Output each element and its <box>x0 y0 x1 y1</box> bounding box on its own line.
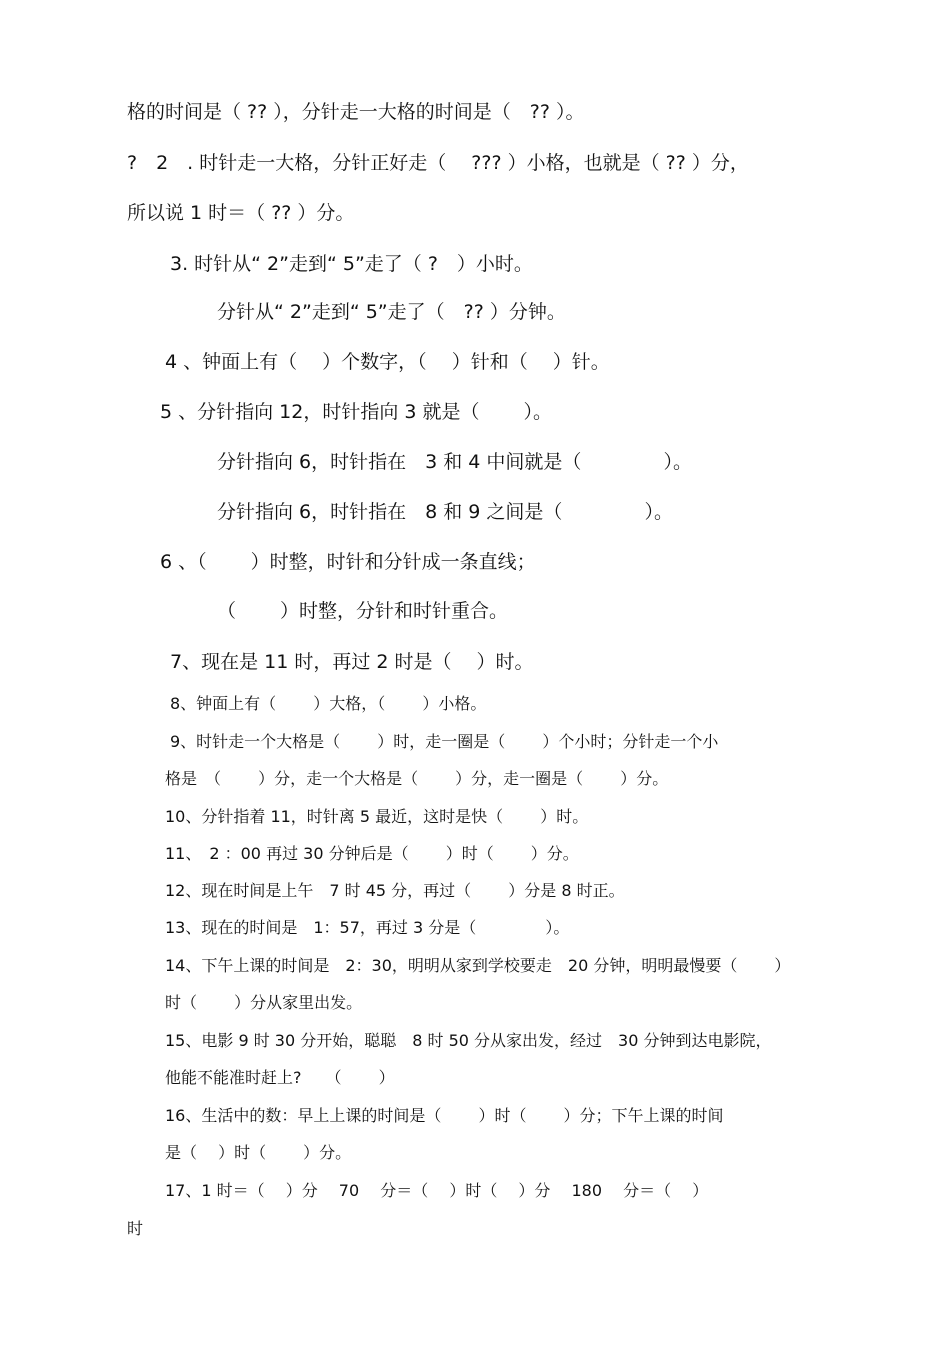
text-line-2: ? 2 . 时针走一大格，分针正好走（ ??? ）小格，也就是（ ?? ）分， <box>127 152 749 174</box>
text-line-27: 时 <box>127 1219 144 1238</box>
text-line-11: （ ）时整，分针和时针重合。 <box>217 600 509 622</box>
text-line-6: 4 、钟面上有（ ）个数字，（ ）针和（ ）针。 <box>165 351 610 373</box>
text-line-10: 6 、（ ）时整，时针和分针成一条直线； <box>160 551 536 573</box>
text-line-9: 分针指向 6，时针指在 8 和 9 之间是（ ）。 <box>217 501 673 523</box>
text-line-21: 时（ ）分从家里出发。 <box>165 993 363 1012</box>
text-line-7: 5 、分针指向 12，时针指向 3 就是（ ）。 <box>160 401 553 423</box>
text-line-23: 他能不能准时赶上? （ ） <box>165 1068 395 1087</box>
text-line-20: 14、下午上课的时间是 2：30，明明从家到学校要走 20 分钟，明明最慢要（ ） <box>165 956 791 975</box>
text-line-22: 15、电影 9 时 30 分开始，聪聪 8 时 50 分从家出发，经过 30 分钟到达电影院， <box>165 1031 772 1050</box>
text-line-4: 3. 时针从“ 2”走到“ 5”走了（ ? ）小时。 <box>170 253 533 275</box>
text-line-12: 7、现在是 11 时，再过 2 时是（ ）时。 <box>170 651 534 673</box>
text-line-1: 格的时间是（ ?? ），分针走一大格的时间是（ ?? ）。 <box>127 101 585 123</box>
text-line-14: 9、时针走一个大格是（ ）时，走一圈是（ ）个小时；分针走一个小 <box>170 732 719 751</box>
text-line-26: 17、1 时＝（ ）分 70 分＝（ ）时（ ）分 180 分＝（ ） <box>165 1181 709 1200</box>
text-line-25: 是（ ）时（ ）分。 <box>165 1143 352 1162</box>
text-line-19: 13、现在的时间是 1：57，再过 3 分是（ ）。 <box>165 918 570 937</box>
text-line-16: 10、分针指着 11，时针离 5 最近，这时是快（ ）时。 <box>165 807 589 826</box>
text-line-5: 分针从“ 2”走到“ 5”走了（ ?? ）分钟。 <box>217 301 566 323</box>
text-line-24: 16、生活中的数：早上上课的时间是（ ）时（ ）分；下午上课的时间 <box>165 1106 724 1125</box>
text-line-3: 所以说 1 时＝（ ?? ）分。 <box>127 202 355 224</box>
text-line-13: 8、钟面上有（ ）大格，（ ）小格。 <box>170 694 487 713</box>
text-line-8: 分针指向 6，时针指在 3 和 4 中间就是（ ）。 <box>217 451 692 473</box>
text-line-15: 格是 （ ）分，走一个大格是（ ）分，走一圈是（ ）分。 <box>165 769 669 788</box>
text-line-17: 11、 2 ：00 再过 30 分钟后是（ ）时（ ）分。 <box>165 844 579 863</box>
text-line-18: 12、现在时间是上午 7 时 45 分，再过（ ）分是 8 时正。 <box>165 881 625 900</box>
